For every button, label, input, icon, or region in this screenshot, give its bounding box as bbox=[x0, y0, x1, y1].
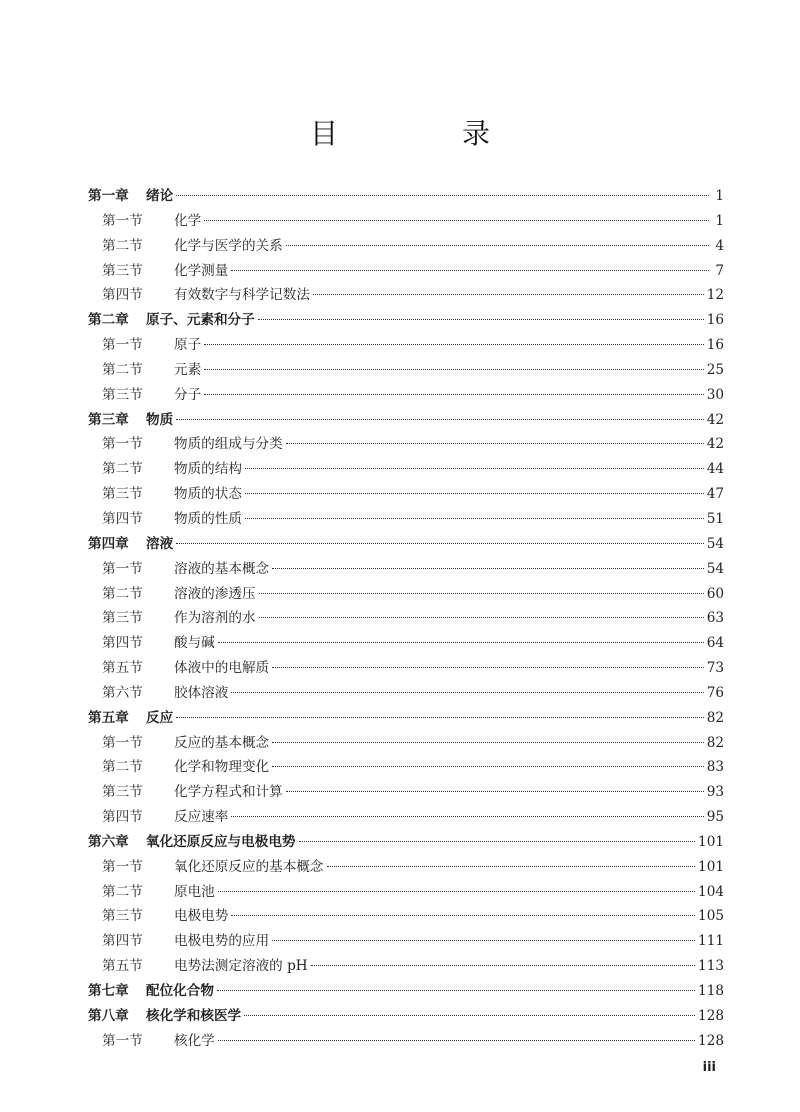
dot-leader bbox=[286, 245, 709, 246]
toc-section-entry[interactable] bbox=[88, 283, 724, 308]
toc-section-entry[interactable] bbox=[88, 557, 724, 582]
section-number: 第二节 bbox=[102, 237, 143, 254]
section-title: 反应速率 bbox=[174, 809, 229, 826]
toc-section-entry[interactable] bbox=[88, 755, 724, 780]
section-title: 化学测量 bbox=[174, 262, 229, 279]
section-title: 化学和物理变化 bbox=[174, 759, 270, 776]
dot-leader bbox=[272, 742, 704, 743]
section-title: 体液中的电解质 bbox=[174, 660, 270, 677]
dot-leader bbox=[176, 195, 709, 196]
dot-leader bbox=[245, 518, 704, 519]
dot-leader bbox=[272, 940, 695, 941]
dot-leader bbox=[327, 866, 696, 867]
dot-leader bbox=[176, 717, 704, 718]
dot-leader bbox=[245, 468, 704, 469]
dot-leader bbox=[204, 344, 704, 345]
page-ref: 128 bbox=[698, 1007, 724, 1024]
page-ref: 118 bbox=[698, 983, 724, 999]
toc-section-entry[interactable] bbox=[88, 383, 724, 408]
toc-section-entry[interactable] bbox=[88, 432, 724, 457]
chapter-number: 第二章 bbox=[88, 312, 129, 329]
toc-chapter-entry[interactable] bbox=[88, 1004, 724, 1029]
section-number: 第二节 bbox=[102, 361, 143, 378]
toc-section-entry[interactable] bbox=[88, 805, 724, 830]
section-title: 胶体溶液 bbox=[174, 684, 229, 701]
page-ref: 64 bbox=[706, 635, 724, 652]
page-title: 目 录 bbox=[309, 117, 538, 150]
page-ref: 4 bbox=[715, 237, 724, 254]
section-number: 第二节 bbox=[102, 585, 143, 602]
section-title: 原子 bbox=[174, 337, 202, 354]
dot-leader bbox=[244, 1015, 695, 1016]
page-ref: 60 bbox=[706, 585, 724, 602]
page-ref: 101 bbox=[698, 858, 724, 875]
chapter-number: 第五章 bbox=[88, 709, 129, 726]
dot-leader bbox=[231, 816, 703, 817]
section-number: 第一节 bbox=[102, 436, 143, 453]
dot-leader bbox=[204, 369, 704, 370]
chapter-number: 第一章 bbox=[88, 188, 129, 204]
page-ref: 25 bbox=[706, 361, 724, 378]
section-number: 第一节 bbox=[102, 734, 143, 751]
dot-leader bbox=[259, 593, 704, 594]
dot-leader bbox=[231, 270, 709, 271]
dot-leader bbox=[231, 692, 703, 693]
page-ref: 113 bbox=[698, 958, 724, 975]
chapter-title: 溶液 bbox=[146, 535, 174, 552]
section-title: 化学方程式和计算 bbox=[174, 784, 283, 801]
toc-section-entry[interactable] bbox=[88, 780, 724, 805]
dot-leader bbox=[272, 568, 704, 569]
page-ref: 111 bbox=[698, 933, 724, 950]
chapter-title: 氧化还原反应与电极电势 bbox=[146, 833, 296, 850]
toc-chapter-entry[interactable] bbox=[88, 308, 724, 333]
section-number: 第四节 bbox=[102, 510, 143, 527]
page-ref: 93 bbox=[706, 784, 724, 801]
toc-section-entry[interactable] bbox=[88, 904, 724, 929]
toc-chapter-entry[interactable] bbox=[88, 532, 724, 557]
page-ref: 73 bbox=[706, 660, 724, 677]
chapter-number: 第四章 bbox=[88, 535, 129, 552]
section-title: 作为溶剂的水 bbox=[174, 610, 256, 627]
section-number: 第三节 bbox=[102, 486, 143, 503]
section-title: 反应的基本概念 bbox=[174, 734, 270, 751]
toc-section-entry[interactable] bbox=[88, 358, 724, 383]
page-ref: 42 bbox=[706, 436, 724, 453]
page-ref: 47 bbox=[706, 486, 724, 503]
dot-leader bbox=[258, 319, 704, 320]
section-number: 第二节 bbox=[102, 883, 143, 900]
toc-section-entry[interactable] bbox=[88, 929, 724, 954]
toc-section-entry[interactable] bbox=[88, 234, 724, 259]
toc-chapter-entry[interactable] bbox=[88, 830, 724, 855]
dot-leader bbox=[204, 220, 709, 221]
dot-leader bbox=[176, 543, 704, 544]
section-number: 第四节 bbox=[102, 809, 143, 826]
toc-section-entry[interactable] bbox=[88, 259, 724, 284]
dot-leader bbox=[218, 891, 695, 892]
section-number: 第四节 bbox=[102, 635, 143, 652]
chapter-title: 核化学和核医学 bbox=[146, 1007, 242, 1024]
page-ref: 76 bbox=[706, 684, 724, 701]
dot-leader bbox=[286, 443, 704, 444]
dot-leader bbox=[299, 841, 696, 842]
section-title: 电极电势的应用 bbox=[174, 933, 270, 950]
chapter-title: 反应 bbox=[146, 709, 174, 726]
page-ref: 128 bbox=[698, 1032, 724, 1049]
toc-chapter-entry[interactable] bbox=[88, 184, 724, 209]
table-of-contents bbox=[88, 184, 724, 1054]
section-number: 第四节 bbox=[102, 287, 143, 304]
section-number: 第一节 bbox=[102, 560, 143, 577]
toc-section-entry[interactable] bbox=[88, 333, 724, 358]
chapter-number: 第八章 bbox=[88, 1007, 129, 1024]
toc-section-entry[interactable] bbox=[88, 457, 724, 482]
dot-leader bbox=[286, 791, 704, 792]
section-title: 氧化还原反应的基本概念 bbox=[174, 858, 324, 875]
toc-section-entry[interactable] bbox=[88, 656, 724, 681]
page-ref: 63 bbox=[706, 610, 724, 627]
page-ref: 42 bbox=[706, 411, 724, 428]
section-number: 第三节 bbox=[102, 610, 143, 627]
toc-section-entry[interactable] bbox=[88, 606, 724, 631]
section-number: 第三节 bbox=[102, 386, 143, 403]
dot-leader bbox=[311, 965, 695, 966]
dot-leader bbox=[231, 915, 695, 916]
toc-section-entry[interactable] bbox=[88, 880, 724, 905]
dot-leader bbox=[272, 667, 704, 668]
page-ref: 54 bbox=[706, 535, 724, 552]
chapter-number: 第三章 bbox=[88, 411, 129, 428]
section-title: 有效数字与科学记数法 bbox=[174, 287, 310, 304]
page-ref: 30 bbox=[706, 386, 724, 403]
page-ref: 12 bbox=[706, 287, 724, 304]
section-number: 第二节 bbox=[102, 759, 143, 776]
toc-section-entry[interactable] bbox=[88, 681, 724, 706]
page-ref: 44 bbox=[706, 461, 724, 478]
page-ref: 101 bbox=[698, 833, 724, 850]
toc-chapter-entry[interactable] bbox=[88, 408, 724, 433]
section-title: 原电池 bbox=[174, 883, 215, 900]
toc-section-entry[interactable] bbox=[88, 631, 724, 656]
toc-section-entry[interactable] bbox=[88, 209, 724, 234]
section-title: 物质的性质 bbox=[174, 510, 242, 527]
section-number: 第五节 bbox=[102, 660, 143, 677]
page-ref: 7 bbox=[715, 262, 724, 279]
dot-leader bbox=[313, 294, 704, 295]
section-number: 第三节 bbox=[102, 262, 143, 279]
chapter-number: 第六章 bbox=[88, 833, 129, 850]
section-number: 第三节 bbox=[102, 784, 143, 801]
section-number: 第二节 bbox=[102, 461, 143, 478]
dot-leader bbox=[259, 617, 704, 618]
chapter-number: 第七章 bbox=[88, 983, 129, 999]
chapter-title: 配位化合物 bbox=[146, 983, 214, 999]
dot-leader bbox=[218, 1040, 695, 1041]
section-number: 第一节 bbox=[102, 1032, 143, 1049]
section-number: 第四节 bbox=[102, 933, 143, 950]
chapter-title: 原子、元素和分子 bbox=[146, 312, 255, 329]
section-number: 第三节 bbox=[102, 908, 143, 925]
section-number: 第一节 bbox=[102, 858, 143, 875]
page-number: iii bbox=[702, 1060, 716, 1075]
dot-leader bbox=[272, 766, 704, 767]
section-title: 电极电势 bbox=[174, 908, 229, 925]
page-ref: 82 bbox=[706, 734, 724, 751]
section-title: 化学与医学的关系 bbox=[174, 237, 283, 254]
toc-section-entry[interactable] bbox=[88, 855, 724, 880]
section-title: 元素 bbox=[174, 361, 202, 378]
toc-chapter-entry[interactable] bbox=[88, 979, 724, 1004]
section-title: 电势法测定溶液的 pH bbox=[174, 958, 308, 975]
section-title: 物质的状态 bbox=[174, 486, 242, 503]
dot-leader bbox=[217, 990, 695, 991]
page-ref: 105 bbox=[698, 908, 724, 925]
page-ref: 1 bbox=[715, 212, 724, 229]
page-ref: 16 bbox=[706, 337, 724, 354]
section-number: 第一节 bbox=[102, 337, 143, 354]
page-ref: 82 bbox=[706, 709, 724, 726]
section-title: 溶液的基本概念 bbox=[174, 560, 270, 577]
toc-chapter-entry[interactable] bbox=[88, 706, 724, 731]
toc-section-entry[interactable] bbox=[88, 1029, 724, 1054]
dot-leader bbox=[218, 642, 704, 643]
section-title: 酸与碱 bbox=[174, 635, 215, 652]
page-ref: 83 bbox=[706, 759, 724, 776]
section-title: 溶液的渗透压 bbox=[174, 585, 256, 602]
page-ref: 1 bbox=[715, 188, 724, 204]
chapter-title: 物质 bbox=[146, 411, 174, 428]
section-number: 第六节 bbox=[102, 684, 143, 701]
section-title: 分子 bbox=[174, 386, 202, 403]
section-title: 化学 bbox=[174, 212, 202, 229]
toc-section-entry[interactable] bbox=[88, 731, 724, 756]
page-ref: 95 bbox=[706, 809, 724, 826]
page-ref: 51 bbox=[706, 510, 724, 527]
page-ref: 104 bbox=[698, 883, 724, 900]
section-number: 第一节 bbox=[102, 212, 143, 229]
section-title: 物质的组成与分类 bbox=[174, 436, 283, 453]
section-number: 第五节 bbox=[102, 958, 143, 975]
dot-leader bbox=[204, 394, 704, 395]
page-ref: 16 bbox=[706, 312, 724, 329]
toc-section-entry[interactable] bbox=[88, 582, 724, 607]
dot-leader bbox=[245, 493, 704, 494]
toc-section-entry[interactable] bbox=[88, 482, 724, 507]
section-title: 物质的结构 bbox=[174, 461, 242, 478]
dot-leader bbox=[176, 419, 704, 420]
toc-section-entry[interactable] bbox=[88, 507, 724, 532]
chapter-title: 绪论 bbox=[146, 188, 174, 204]
page-ref: 54 bbox=[706, 560, 724, 577]
section-title: 核化学 bbox=[174, 1032, 215, 1049]
toc-section-entry[interactable] bbox=[88, 954, 724, 979]
